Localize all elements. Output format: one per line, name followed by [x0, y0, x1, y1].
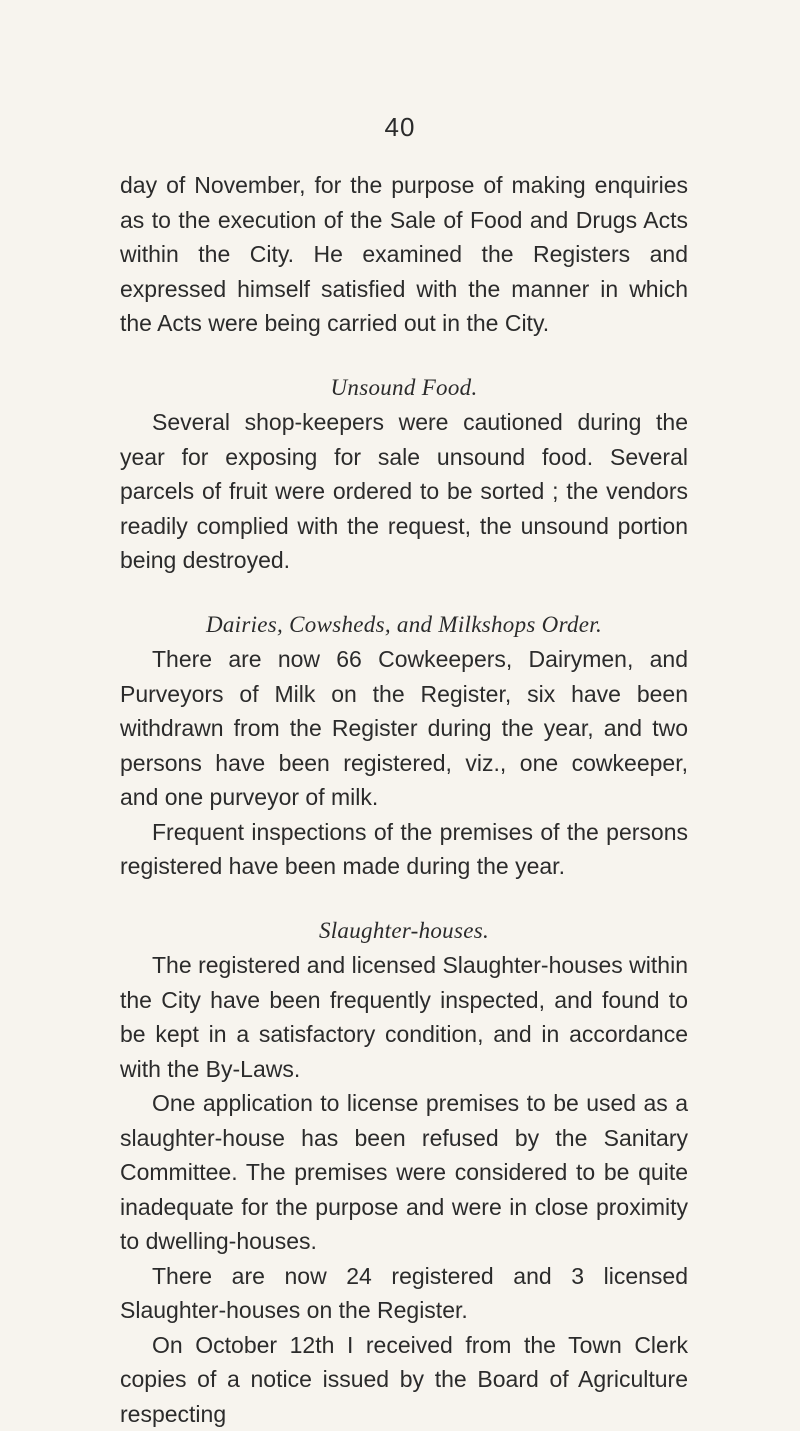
- spacer: [120, 341, 688, 371]
- spacer: [120, 884, 688, 914]
- slaughter-paragraph-3: There are now 24 registered and 3 licensed Slaughter-houses on the Register.: [120, 1259, 688, 1328]
- page-body: [120, 168, 688, 1431]
- section-heading-slaughter-houses: Slaughter-houses.: [120, 914, 688, 949]
- dairies-paragraph-2: Frequent inspections of the premises of the persons registered have been made during the year.: [120, 815, 688, 884]
- spacer: [120, 578, 688, 608]
- unsound-food-paragraph: Several shop-keepers were cautioned during the year for exposing for sale unsound food. Several parcels of fruit were ordered to be sorted ; the vendors readily complied with the request, the unsound portion being destroyed.: [120, 405, 688, 578]
- slaughter-paragraph-2: One application to license premises to be used as a slaughter-house has been refused by the Sanitary Committee. The premises were considered to be quite inadequate for the purpose and were in close proximity to dwelling-houses.: [120, 1086, 688, 1259]
- slaughter-paragraph-4: On October 12th I received from the Town Clerk copies of a notice issued by the Board of Agriculture respecting: [120, 1328, 688, 1431]
- page-number: 40: [0, 112, 800, 143]
- dairies-paragraph-1: There are now 66 Cowkeepers, Dairymen, and Purveyors of Milk on the Register, six have been withdrawn from the Register during the year, and two persons have been registered, viz., one cowkeeper, and one purveyor of milk.: [120, 642, 688, 815]
- section-heading-unsound-food: Unsound Food.: [120, 371, 688, 406]
- intro-paragraph: day of November, for the purpose of making enquiries as to the execution of the Sale of Food and Drugs Acts within the City. He examined the Registers and expressed himself satisfied with the manner in which the Acts were being carried out in the City.: [120, 168, 688, 341]
- slaughter-paragraph-1: The registered and licensed Slaughter-houses within the City have been frequently inspected, and found to be kept in a satisfactory condition, and in accordance with the By-Laws.: [120, 948, 688, 1086]
- section-heading-dairies: Dairies, Cowsheds, and Milkshops Order.: [120, 608, 688, 643]
